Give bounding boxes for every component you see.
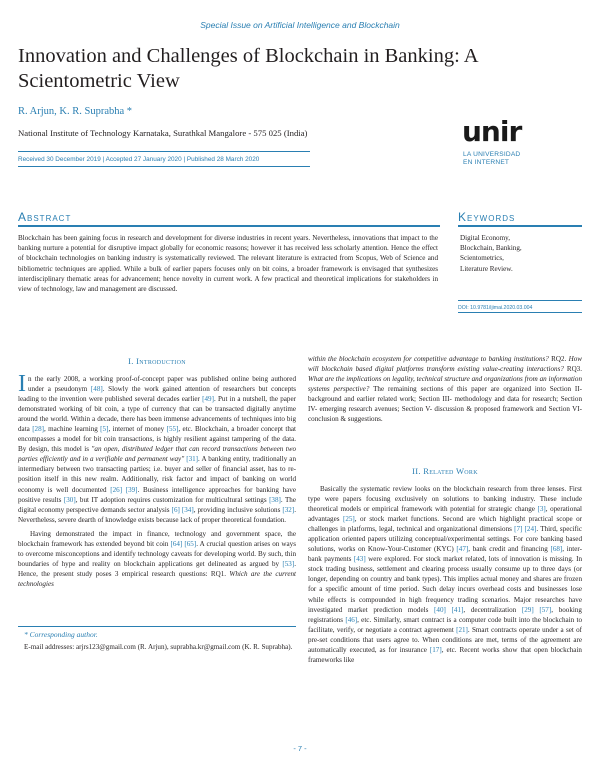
logo-line-2: EN INTERNET (463, 159, 510, 166)
keyword-item: Digital Economy, (460, 234, 510, 242)
intro-body (18, 371, 297, 589)
citation[interactable]: [48] (90, 385, 103, 394)
citation[interactable]: [68] (550, 545, 563, 554)
publication-dates: Received 30 December 2019 | Accepted 27 January 2020 | Published 28 March 2020 (18, 156, 260, 163)
doi-rule-top (458, 300, 582, 301)
citation[interactable]: [5] (100, 425, 109, 434)
citation[interactable]: [3] (537, 505, 546, 514)
related-work-body (308, 484, 582, 665)
citation[interactable]: [55] (166, 425, 179, 434)
keyword-item: Scientometrics, (460, 254, 504, 263)
related-work-heading: II. Related Work (412, 466, 478, 476)
citation[interactable]: [28] (32, 425, 45, 434)
citation[interactable]: [26] [39] (110, 485, 138, 494)
logo-line-1: LA UNIVERSIDAD (463, 151, 521, 158)
citation[interactable]: [6] [34] (171, 505, 194, 514)
keywords-list (460, 233, 580, 274)
email-addresses: E-mail addresses: arjrs123@gmail.com (R. Arjun), suprabha.kr@gmail.com (K. R. Suprabha). (24, 643, 293, 651)
keyword-item: Blockchain, Banking, (460, 244, 522, 253)
keyword-item: Literature Review. (460, 264, 513, 273)
citation[interactable]: [46] (345, 615, 358, 624)
footnote-rule (18, 626, 296, 627)
page-number: - 7 - (293, 744, 307, 753)
citation[interactable]: [21] (456, 625, 468, 634)
authors: R. Arjun, K. R. Suprabha * (18, 106, 133, 117)
doi-rule-bottom (458, 312, 582, 313)
citation[interactable]: [7] [24] (514, 525, 537, 534)
citation[interactable]: [53] (282, 559, 295, 568)
citation[interactable]: [38] (269, 495, 281, 504)
citation[interactable]: [25] (342, 515, 355, 524)
abstract-text: Blockchain has been gaining focus in research and development for diverse industries in recent years. Nevertheless, innovations that impact to the banking nurture a potential for disruptive impact globally for economic reasons; however it has received less scholarly attention. Hence the effect of blockchain technologies on banking industry is systematically reviewed. The relevant literature is extracted from Scopus, Web of Science and bibliometric techniques are applied. While a bulk of earlier papers focuses only on bit coins, a broader framework is envisaged that synthesizes interdisciplinary thematic areas for advancement; hence novelty in current work. A few practical and theoretical implications for stakeholders in view of technology, law and management are discussed. (18, 234, 438, 294)
citation[interactable]: [40] [41] (434, 605, 464, 614)
unir-logo-subtitle (463, 151, 520, 167)
affiliation: National Institute of Technology Karnataka, Surathkal Mangalore - 575 025 (India) (18, 128, 308, 138)
intro-paragraph-1: In the early 2008, a working proof-of-concept paper was published online being authored under a pseudonym [48]. Slowly the work gained attention of researchers but concepts leading to the invention were published several decades earlier [49]. Put in a nutshell, the paper demonstrated working of bit coin, a type of currency that can be transacted digitally anytime around the world. Within a decade, there has been immense advancements of techniques into big data [28], machine learning [5], internet of money [55], etc. Blockchain, a broader concept that encompasses a model for bit coin transactions, is highly resilient against tampering of the data. By design, this model is "an open, distributed ledger that can record transactions between two parties efficiently and in a verifiable and permanent way" [31]. A banking entity, traditionally an intermediary between two transacting parties; i.e. buyer and seller of financial asset, has to re-position itself in this new realm. Additionally, risk factor and impact of banking on world economy is well documented [26] [39]. Business intelligence approaches for banking have positive results [30], but IT adoption requires customization for multicultural settings [38]. The digital economy perspective demands sector analysis [6] [34], providing inclusive solutions [32]. Nevertheless, severe dearth of knowledge exists because lack of proper theoretical foundation. (18, 371, 297, 524)
abstract-rule (18, 225, 440, 227)
corresponding-author-label: * Corresponding author. (24, 630, 98, 639)
research-questions: within the blockchain ecosystem for competitive advantage to banking institutions? RQ2. How will blockchain based digital platforms transform existing value-creating interactions? RQ3. What are the implications on legality, technical structure and organizations from an information systems perspective? The remaining sections of this paper are organized into Section II- background and earlier related work; Section III- methodology and data for research; Section IV- emerging research avenues; Section V- discussion & proposed framework and Section VI- conclusion & suggestions. (308, 355, 583, 424)
unir-logo: unir (462, 115, 522, 148)
citation[interactable]: [43] (353, 555, 366, 564)
citation[interactable]: [49] (202, 395, 214, 404)
intro-paragraph-2: Having demonstrated the impact in finance, technology and government space, the blockchain framework has extended beyond bit coin [64] [65]. A crucial question arises on ways to overcome misconceptions and identify technology caveats for developing world. By such, thin boundaries of hype and reality on blockchain applications get delineated as argued by [53]. Hence, the present study poses 3 empirical research questions: RQ1. Which are the current technologies (18, 529, 297, 588)
citation[interactable]: [17] (429, 645, 442, 654)
dates-rule-bottom (18, 166, 310, 167)
paper-title: Innovation and Challenges of Blockchain in Banking: A Scientometric View (18, 45, 478, 92)
abstract-heading: Abstract (18, 210, 72, 224)
citation[interactable]: [47] (456, 545, 469, 554)
citation[interactable]: [29] [57] (521, 605, 552, 614)
dates-rule-top (18, 151, 310, 152)
related-paragraph-1: Basically the systematic review looks on the blockchain research from three lenses. First type were papers focusing exclusively on solutions to banking industry. These include theoretical models or empirical framework with potential for strategic change [3], operational advantages [25], or stock market functions. Second are which highlight practical scope or challenges in platforms, legal, technical and organizational dimensions [7] [24]. Third, specific application oriented papers utilizing conceptual/experimental settings. For core banking based solutions, works on Know-Your-Customer (KYC) [47], bank credit and financing [68], inter-bank payments [43] were explored. For stock market related, lots of innovation is missing. In stock trading business, settlement and clearing process usually consume up to three days (or longer, depending on country and bank types). This implies actual money and shares are frozen for a specific amount of time period. Such delay incurs overhead costs and businesses lose while effects is compounded in high frequency trading scenarios. Major researches have investigated market prediction models [40] [41], decentralization [29] [57], booking registrations [46], etc. Similarly, smart contract is a computer code built into the blockchain to facilitate, verify, or negotiate a contract agreement [21]. Smart contracts operate under a set of pre-set conditions that users agree to. When conditions are met, terms of the agreement are automatically executed, as for insurance [17], etc. Recent works show that open blockchain frameworks like (308, 485, 582, 664)
citation[interactable]: [30] (63, 495, 76, 504)
dropcap: I (18, 371, 26, 397)
keywords-rule (458, 225, 582, 227)
keywords-heading: Keywords (458, 210, 516, 224)
citation[interactable]: [31] (186, 455, 199, 464)
intro-heading: I. Introduction (128, 356, 186, 366)
citation[interactable]: [32] (282, 505, 295, 514)
citation[interactable]: [64] [65] (170, 539, 197, 548)
intro-continued (308, 354, 582, 424)
special-issue-header: Special Issue on Artificial Intelligence and Blockchain (200, 20, 400, 30)
doi-link[interactable]: DOI: 10.9781/ijimai.2020.03.004 (458, 305, 533, 311)
